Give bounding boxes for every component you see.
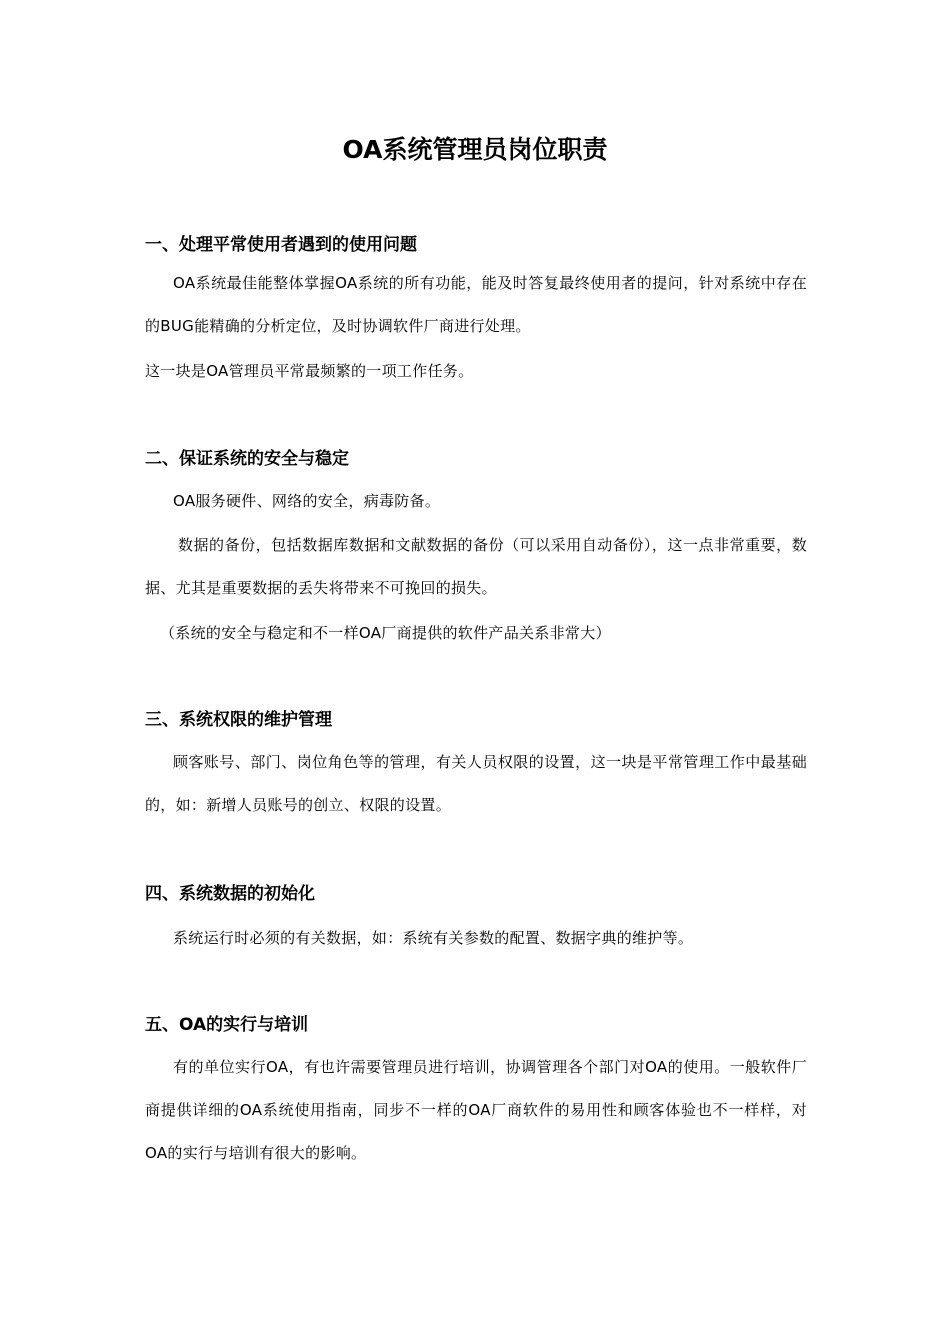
section-heading-1: 一、处理平常使用者遇到的使用问题 bbox=[145, 235, 417, 255]
section-4-paragraph-1: 系统运行时必须的有关数据，如：系统有关参数的配置、数据字典的维护等。 bbox=[173, 929, 694, 947]
section-heading-2: 二、保证系统的安全与稳定 bbox=[145, 449, 349, 469]
document-title: OA系统管理员岗位职责 bbox=[342, 135, 608, 164]
section-1-paragraph-1: OA系统最佳能整体掌握OA系统的所有功能，能及时答复最终使用者的提问，针对系统中存在的BUG能精确的分析定位，及时协调软件厂商进行处理。 bbox=[145, 274, 807, 335]
section-2-paragraph-2: 数据的备份，包括数据库数据和文献数据的备份（可以采用自动备份），这一点非常重要，数据、尤其是重要数据的丢失将带来不可挽回的损失。 bbox=[145, 536, 807, 597]
section-5-paragraph-1: 有的单位实行OA，有也许需要管理员进行培训，协调管理各个部门对OA的使用。一般软件厂商提供详细的OA系统使用指南，同步不一样的OA厂商软件的易用性和顾客体验也不一样样，对OA的实行与培训有很大的影响。 bbox=[145, 1058, 807, 1162]
section-2-paragraph-1: OA服务硬件、网络的安全，病毒防备。 bbox=[173, 492, 441, 510]
section-3-paragraph-1: 顾客账号、部门、岗位角色等的管理，有关人员权限的设置，这一块是平常管理工作中最基础的，如：新增人员账号的创立、权限的设置。 bbox=[145, 753, 807, 814]
section-heading-3: 三、系统权限的维护管理 bbox=[145, 710, 332, 730]
section-2-paragraph-3: （系统的安全与稳定和不一样OA厂商提供的软件产品关系非常大） bbox=[160, 624, 611, 642]
section-1-paragraph-2: 这一块是OA管理员平常最频繁的一项工作任务。 bbox=[145, 362, 474, 380]
section-heading-5: 五、OA的实行与培训 bbox=[145, 1015, 309, 1035]
section-heading-4: 四、系统数据的初始化 bbox=[145, 884, 315, 904]
